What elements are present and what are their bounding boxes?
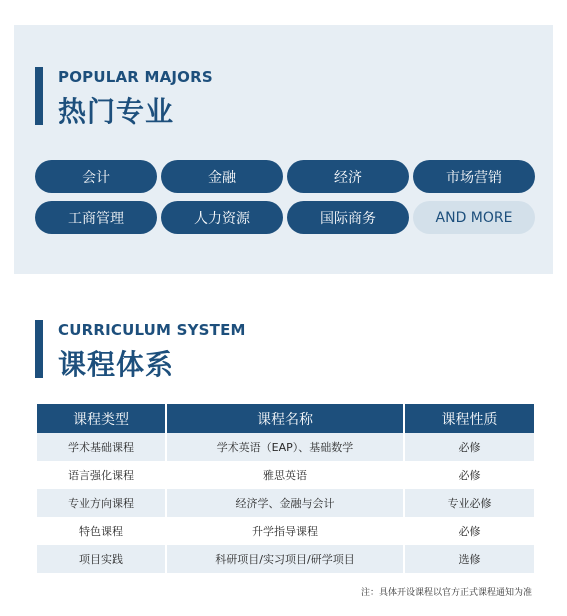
- major-accounting[interactable]: 会计: [35, 160, 157, 193]
- curriculum-title-zh: 课程体系: [58, 348, 175, 381]
- cell-course-type: 学术基础课程: [37, 433, 165, 461]
- major-economics[interactable]: 经济: [287, 160, 409, 193]
- popular-majors-title-zh: 热门专业: [58, 95, 175, 128]
- popular-majors-title-en: POPULAR MAJORS: [58, 68, 213, 86]
- cell-course-type: 专业方向课程: [37, 489, 165, 517]
- cell-course-nature: 必修: [405, 461, 534, 489]
- cell-course-nature: 专业必修: [405, 489, 534, 517]
- table-row: [37, 489, 534, 517]
- cell-course-name: 经济学、金融与会计: [167, 489, 403, 517]
- popular-majors-panel: [14, 25, 553, 274]
- major-marketing[interactable]: 市场营销: [413, 160, 535, 193]
- cell-course-nature: 必修: [405, 433, 534, 461]
- cell-course-type: 语言强化课程: [37, 461, 165, 489]
- cell-course-name: 学术英语（EAP）、基础数学: [167, 433, 403, 461]
- cell-course-name: 升学指导课程: [167, 517, 403, 545]
- curriculum-table: [35, 404, 536, 573]
- more-majors-button[interactable]: AND MORE: [413, 201, 535, 234]
- cell-course-nature: 必修: [405, 517, 534, 545]
- table-row: [37, 517, 534, 545]
- cell-course-type: 特色课程: [37, 517, 165, 545]
- cell-course-name: 雅思英语: [167, 461, 403, 489]
- heading-accent-bar: [35, 320, 43, 378]
- column-header-course-nature: 课程性质: [405, 404, 534, 433]
- major-finance[interactable]: 金融: [161, 160, 283, 193]
- column-header-course-type: 课程类型: [37, 404, 165, 433]
- majors-list: [35, 160, 534, 234]
- cell-course-name: 科研项目/实习项目/研学项目: [167, 545, 403, 573]
- table-row: [37, 433, 534, 461]
- major-business-administration[interactable]: 工商管理: [35, 201, 157, 234]
- curriculum-footnote: 注：具体开设课程以官方正式课程通知为准: [360, 588, 532, 598]
- cell-course-type: 项目实践: [37, 545, 165, 573]
- major-human-resources[interactable]: 人力资源: [161, 201, 283, 234]
- table-row: [37, 545, 534, 573]
- curriculum-title-en: CURRICULUM SYSTEM: [58, 321, 246, 339]
- cell-course-nature: 选修: [405, 545, 534, 573]
- column-header-course-name: 课程名称: [167, 404, 403, 433]
- major-international-business[interactable]: 国际商务: [287, 201, 409, 234]
- heading-accent-bar: [35, 67, 43, 125]
- table-row: [37, 461, 534, 489]
- table-header-row: [37, 404, 534, 433]
